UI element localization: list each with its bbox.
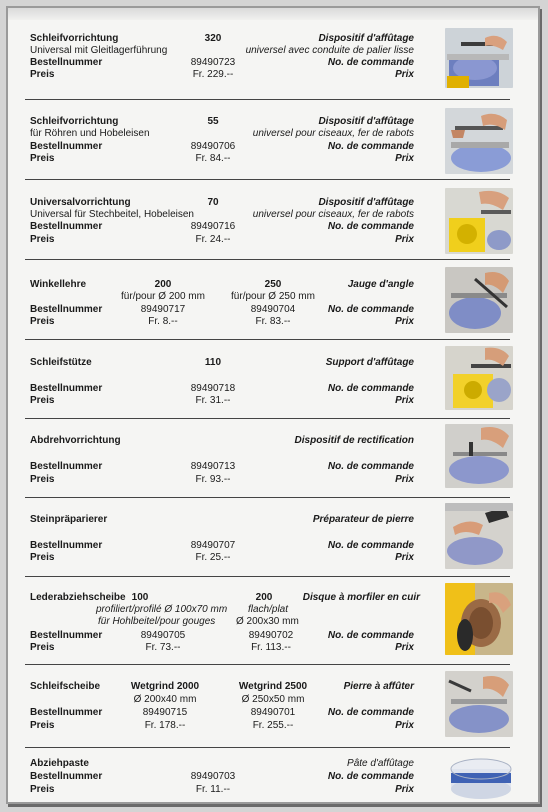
price-label-fr: Prix: [395, 720, 414, 731]
product-name-fr: Dispositif de rectification: [294, 435, 414, 446]
order-label-fr: No. de commande: [327, 771, 414, 782]
product-sub-de: Universal für Stechbeitel, Hobeleisen: [30, 209, 194, 220]
model-number: Wetgrind 2000: [130, 681, 200, 692]
section-divider: [25, 418, 510, 419]
grinding-wheel-photo: [445, 671, 513, 737]
product-name-fr: Pierre à affûter: [343, 681, 414, 692]
product-name-de: Universalvorrichtung: [30, 197, 131, 208]
order-label: Bestellnummer: [30, 771, 103, 782]
order-number: 89490715: [142, 707, 188, 718]
price-label-fr: Prix: [395, 153, 414, 164]
product-name-de: Winkellehre: [30, 279, 87, 290]
order-number: 89490702: [248, 630, 294, 641]
section-divider: [25, 339, 510, 340]
order-label-fr: No. de commande: [327, 141, 414, 152]
price-value: Fr. 229.--: [192, 69, 234, 80]
product-sub-fr: universel avec conduite de palier lisse: [245, 45, 414, 56]
catalog-page: [6, 6, 540, 804]
order-label-fr: No. de commande: [327, 57, 414, 68]
product-name-de: Schleifvorrichtung: [30, 116, 119, 127]
order-label: Bestellnummer: [30, 304, 103, 315]
tool-rest-photo: [445, 346, 513, 410]
price-label-fr: Prix: [395, 474, 414, 485]
product-name-fr: Dispositif d'affûtage: [318, 33, 414, 44]
model-number: 320: [204, 33, 222, 44]
price-label: Preis: [30, 316, 55, 327]
product-name-fr: Pâte d'affûtage: [347, 758, 414, 769]
order-number: 89490704: [250, 304, 296, 315]
price-value: Fr. 11.--: [195, 784, 231, 795]
stone-grader-photo: [445, 503, 513, 569]
price-value: Fr. 178.--: [144, 720, 186, 731]
price-value: Fr. 83.--: [255, 316, 291, 327]
price-label: Preis: [30, 784, 55, 795]
section-divider: [25, 664, 510, 665]
product-name-de: Schleifvorrichtung: [30, 33, 119, 44]
order-number: 89490723: [190, 57, 236, 68]
variant-spec: flach/plat: [248, 604, 289, 615]
order-label: Bestellnummer: [30, 630, 103, 641]
product-name-fr: Disque à morfiler en cuir: [302, 592, 420, 603]
order-label: Bestellnummer: [30, 461, 103, 472]
model-number: 250: [264, 279, 282, 290]
order-number: 89490718: [190, 383, 236, 394]
order-number: 89490716: [190, 221, 236, 232]
price-label-fr: Prix: [395, 234, 414, 245]
order-label-fr: No. de commande: [327, 221, 414, 232]
order-label: Bestellnummer: [30, 540, 103, 551]
variant-spec: für/pour Ø 200 mm: [121, 291, 205, 302]
model-number: 100: [131, 592, 149, 603]
product-sub-fr: universel pour ciseaux, fer de rabots: [252, 128, 414, 139]
section-divider: [25, 99, 510, 100]
variant-spec: Ø 250x50 mm: [241, 694, 305, 705]
price-value: Fr. 113.--: [251, 642, 291, 653]
section-divider: [25, 747, 510, 748]
product-sub-de: für Röhren und Hobeleisen: [30, 128, 150, 139]
model-number: 200: [154, 279, 172, 290]
knife-jig-photo: [445, 28, 513, 88]
order-number: 89490713: [190, 461, 236, 472]
order-label-fr: No. de commande: [327, 707, 414, 718]
product-name-de: Abdrehvorrichtung: [30, 435, 121, 446]
price-label: Preis: [30, 474, 55, 485]
leather-wheel-photo: [445, 583, 513, 655]
product-name-fr: Préparateur de pierre: [312, 514, 414, 525]
order-number: 89490707: [190, 540, 236, 551]
price-label: Preis: [30, 69, 55, 80]
price-label: Preis: [30, 234, 55, 245]
order-label-fr: No. de commande: [327, 540, 414, 551]
price-label: Preis: [30, 720, 55, 731]
section-divider: [25, 576, 510, 577]
order-number: 89490706: [190, 141, 236, 152]
truing-tool-photo: [445, 424, 513, 488]
variant-spec: Ø 200x30 mm: [236, 616, 299, 627]
product-sub-fr: universel pour ciseaux, fer de rabots: [252, 209, 414, 220]
variant-spec: profiliert/profilé Ø 100x70 mm: [96, 604, 228, 615]
price-label-fr: Prix: [395, 395, 414, 406]
product-name-fr: Support d'affûtage: [325, 357, 414, 368]
price-value: Fr. 8.--: [148, 316, 178, 327]
order-label-fr: No. de commande: [327, 630, 414, 641]
variant-spec: für Hohlbeitel/pour gouges: [98, 616, 216, 627]
model-number: 200: [255, 592, 273, 603]
top-banner-strip: [8, 8, 538, 20]
price-label-fr: Prix: [395, 316, 414, 327]
order-number: 89490705: [140, 630, 186, 641]
honing-paste-tin-photo: [445, 755, 513, 799]
section-divider: [25, 497, 510, 498]
order-number: 89490703: [190, 771, 236, 782]
price-value: Fr. 24.--: [195, 234, 231, 245]
order-label-fr: No. de commande: [327, 304, 414, 315]
order-label: Bestellnummer: [30, 221, 103, 232]
model-number: 70: [207, 197, 219, 208]
gouge-jig-photo: [445, 108, 513, 174]
angle-gauge-photo: [445, 267, 513, 333]
price-label-fr: Prix: [395, 642, 414, 653]
section-divider: [25, 259, 510, 260]
product-name-fr: Jauge d'angle: [347, 279, 414, 290]
order-label: Bestellnummer: [30, 383, 103, 394]
product-name-de: Abziehpaste: [30, 758, 89, 769]
order-label-fr: No. de commande: [327, 383, 414, 394]
price-value: Fr. 84.--: [195, 153, 231, 164]
order-label: Bestellnummer: [30, 141, 103, 152]
price-value: Fr. 93.--: [195, 474, 231, 485]
price-value: Fr. 31.--: [195, 395, 231, 406]
price-label: Preis: [30, 395, 55, 406]
price-label-fr: Prix: [395, 69, 414, 80]
section-divider: [25, 179, 510, 180]
model-number: 110: [204, 357, 222, 368]
product-name-fr: Dispositif d'affûtage: [318, 197, 414, 208]
price-label-fr: Prix: [395, 552, 414, 563]
order-label: Bestellnummer: [30, 707, 103, 718]
order-number: 89490701: [250, 707, 296, 718]
order-label: Bestellnummer: [30, 57, 103, 68]
product-name-de: Schleifstütze: [30, 357, 92, 368]
price-label: Preis: [30, 552, 55, 563]
product-name-fr: Dispositif d'affûtage: [318, 116, 414, 127]
price-value: Fr. 255.--: [252, 720, 294, 731]
price-label: Preis: [30, 153, 55, 164]
price-label-fr: Prix: [395, 784, 414, 795]
variant-spec: Ø 200x40 mm: [133, 694, 197, 705]
order-number: 89490717: [140, 304, 186, 315]
variant-spec: für/pour Ø 250 mm: [231, 291, 315, 302]
product-name-de: Lederabziehscheibe: [30, 592, 126, 603]
product-name-de: Schleifscheibe: [30, 681, 101, 692]
model-number: 55: [207, 116, 219, 127]
model-number: Wetgrind 2500: [238, 681, 308, 692]
chisel-jig-photo: [445, 188, 513, 254]
price-value: Fr. 25.--: [195, 552, 231, 563]
price-value: Fr. 73.--: [145, 642, 181, 653]
product-sub-de: Universal mit Gleitlagerführung: [30, 45, 168, 56]
price-label: Preis: [30, 642, 55, 653]
order-label-fr: No. de commande: [327, 461, 414, 472]
product-name-de: Steinpräparierer: [30, 514, 108, 525]
